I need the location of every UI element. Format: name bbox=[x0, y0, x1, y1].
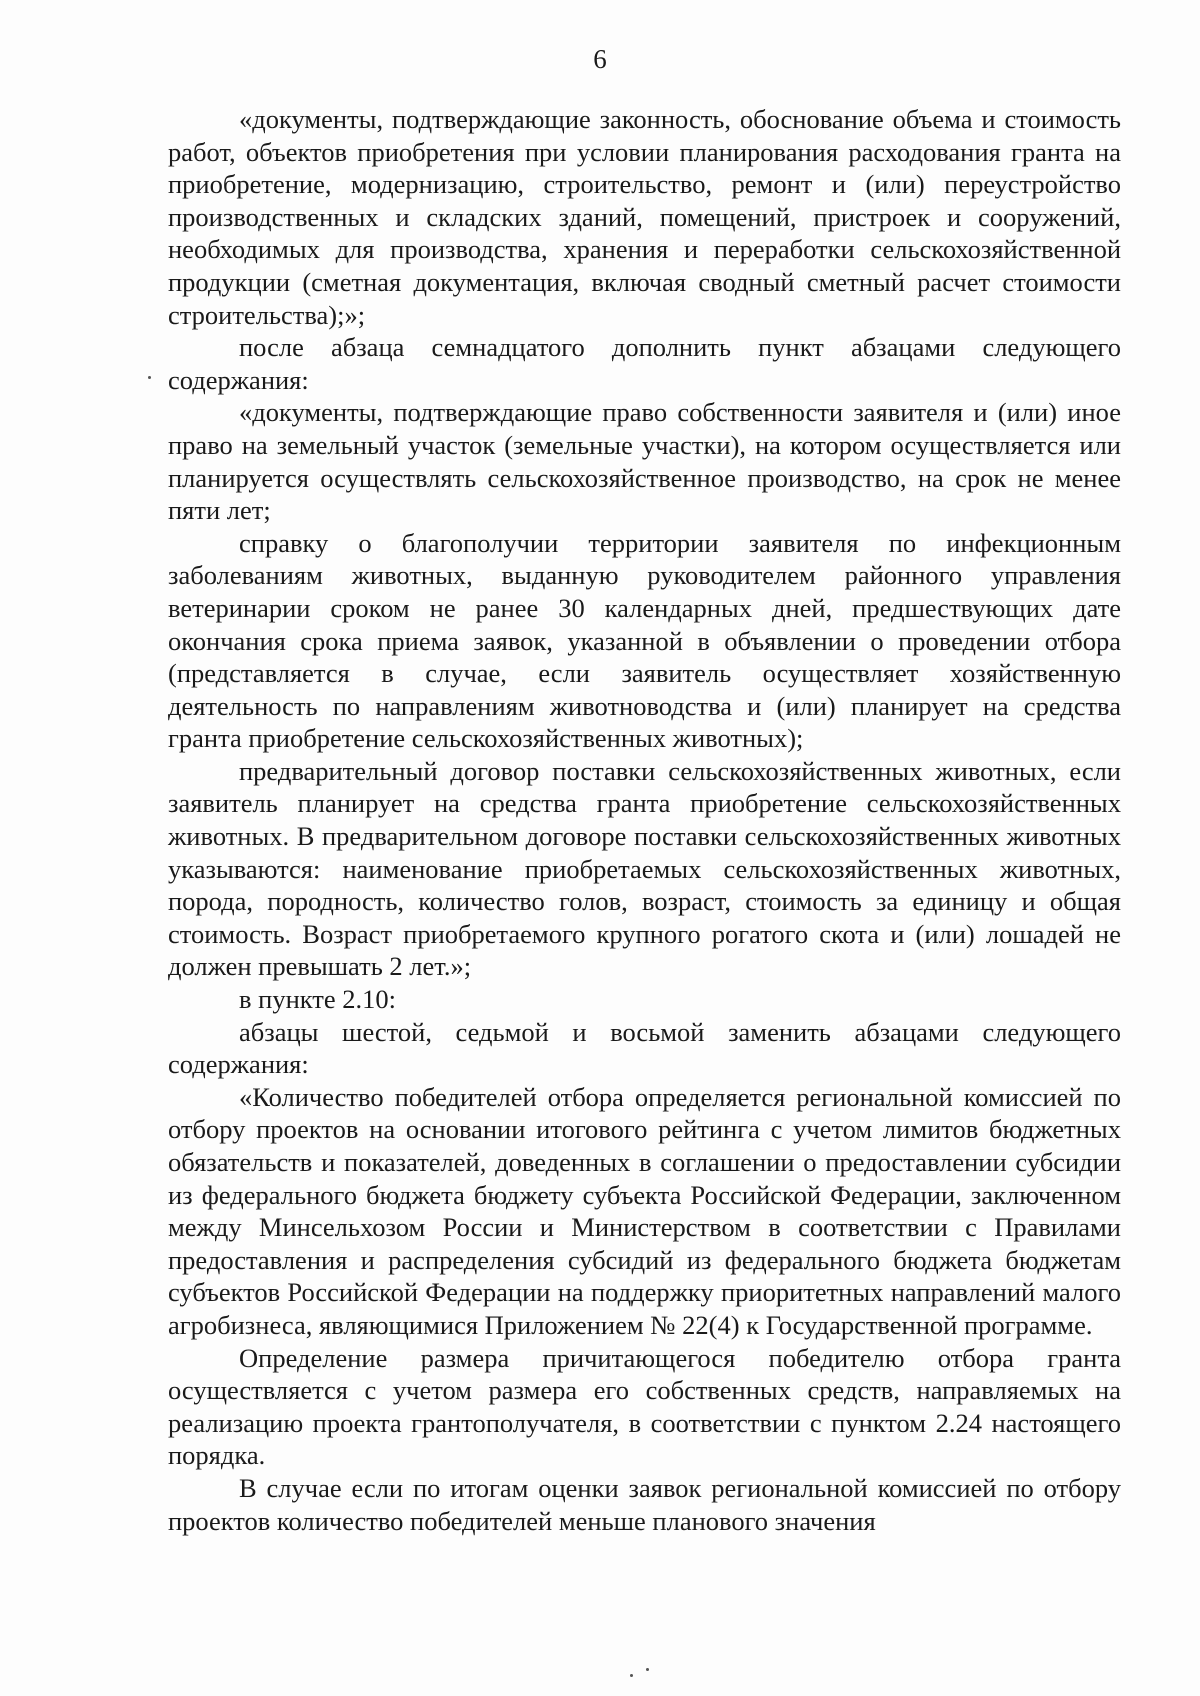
paragraph-1: «документы, подтверждающие законность, обоснование объема и стоимость работ, объектов приобретения при условии планирования расходования гранта на приобретение, модернизацию, строительство, ремонт и (или) переустройство производственных и складских зданий, помещений, пристроек и сооружений, необходимых для производства, хранения и переработки сельскохозяйственной продукции (сметная документация, включая сводный сметный расчет стоимости строительства);»; bbox=[168, 104, 1121, 330]
paragraph-6: в пункте 2.10: bbox=[239, 984, 396, 1015]
paragraph-4: справку о благополучии территории заявителя по инфекционным заболеваниям животных, выданную руководителем районного управления ветеринарии сроком не ранее 30 календарных дней, предшествующих дате окончания срока приема заявок, указанной в объявлении о проведении отбора (представляется в случае, если заявитель осуществляет хозяйственную деятельность по направлениям животноводства и (или) планирует на средства гранта приобретение сельскохозяйственных животных); bbox=[168, 527, 1121, 754]
scan-speck bbox=[148, 376, 151, 379]
document-body bbox=[168, 103, 1121, 1537]
paragraph-5: предварительный договор поставки сельскохозяйственных животных, если заявитель планирует на средства гранта приобретение сельскохозяйственных животных. В предварительном договоре поставки сельскохозяйственных животных указываются: наименование приобретаемых сельскохозяйственных животных, порода, породность, количество голов, возраст, стоимость за единицу и общая стоимость. Возраст приобретаемого крупного рогатого скота и (или) лошадей не должен превышать 2 лет.»; bbox=[168, 755, 1121, 982]
paragraph-10: В случае если по итогам оценки заявок региональной комиссией по отбору проектов количество победителей меньше планового значения bbox=[168, 1472, 1121, 1536]
paragraph-9: Определение размера причитающегося победителю отбора гранта осуществляется с учетом размера его собственных средств, направляемых на реализацию проекта грантополучателя, в соответствии с пунктом 2.24 настоящего порядка. bbox=[168, 1342, 1121, 1471]
paragraph-2: после абзаца семнадцатого дополнить пункт абзацами следующего содержания: bbox=[168, 332, 1121, 395]
paragraph-7: абзацы шестой, седьмой и восьмой заменить абзацами следующего содержания: bbox=[168, 1016, 1121, 1080]
scan-speck bbox=[630, 1674, 633, 1677]
paragraph-3: «документы, подтверждающие право собственности заявителя и (или) иное право на земельный участок (земельные участки), на котором осуществляется или планируется осуществлять сельскохозяйственное производство, на срок не менее пяти лет; bbox=[168, 397, 1121, 526]
scan-speck bbox=[646, 1668, 649, 1671]
page-number: 6 bbox=[593, 44, 607, 74]
paragraph-8: «Количество победителей отбора определяется региональной комиссией по отбору проектов на основании итогового рейтинга с учетом лимитов бюджетных обязательств и показателей, доведенных в соглашении о предоставлении субсидии из федерального бюджета бюджету субъекта Российской Федерации, заключенном между Минсельхозом России и Министерством в соответствии с Правилами предоставления и распределения субсидий из федерального бюджета бюджетам субъектов Российской Федерации на поддержку приоритетных направлений малого агробизнеса, являющимися Приложением № 22(4) к Государственной программе. bbox=[168, 1081, 1121, 1340]
